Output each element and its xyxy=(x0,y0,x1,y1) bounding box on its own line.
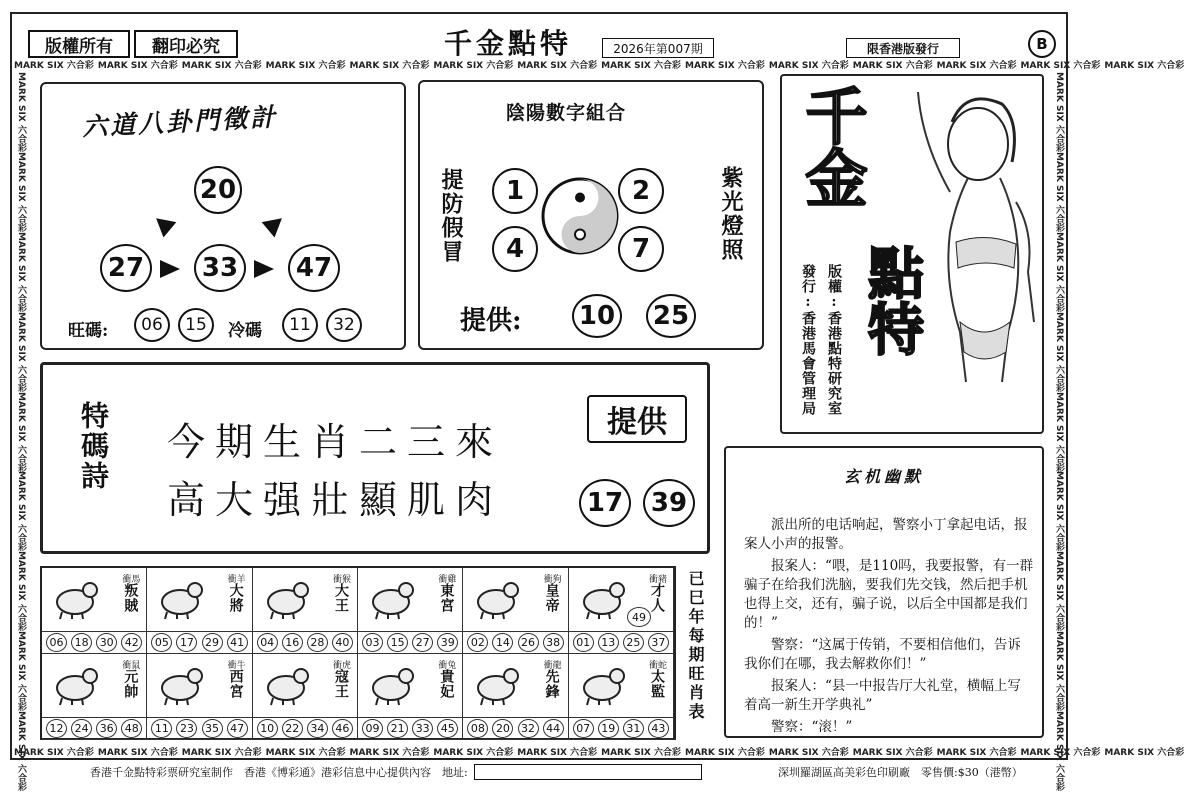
zodiac-tag: 衝猴 xyxy=(332,575,351,585)
zodiac-number: 33 xyxy=(412,719,433,738)
uv-lamp-text: 紫光燈照 xyxy=(718,166,744,262)
zodiac-number: 28 xyxy=(307,633,328,652)
zodiac-number: 18 xyxy=(71,633,92,652)
zodiac-number-row xyxy=(42,718,147,740)
mark-six-logo: MARK SIX 六合彩 xyxy=(16,551,26,632)
zodiac-number: 31 xyxy=(623,719,644,738)
edition-badge: B xyxy=(1028,30,1056,58)
footer-right-text: 深圳羅湖區高美彩色印刷廠 零售價:$30（港幣） xyxy=(778,766,1023,779)
zodiac-title: 大將 xyxy=(227,583,244,613)
mark-six-logo: MARK SIX 六合彩 xyxy=(349,61,430,71)
poem-line-2: 高大强壯顯肌肉 xyxy=(167,478,504,522)
zodiac-title: 西宮 xyxy=(227,669,244,699)
brand-big-title-1: 千金 xyxy=(795,84,868,208)
zodiac-number: 34 xyxy=(307,719,328,738)
digit-circle: 7 xyxy=(618,226,664,272)
zodiac-tag: 衝狗 xyxy=(543,575,562,585)
zodiac-number: 20 xyxy=(492,719,513,738)
zodiac-title: 元帥 xyxy=(122,669,139,699)
mark-six-logo: MARK SIX 六合彩 xyxy=(1020,748,1101,758)
zodiac-number-row xyxy=(42,632,147,654)
zodiac-title: 才人 xyxy=(649,583,665,613)
zodiac-cell xyxy=(569,654,674,718)
zodiac-number: 01 xyxy=(573,633,594,652)
story-panel xyxy=(724,446,1044,738)
page-title: 千金點特 xyxy=(443,27,572,60)
mark-six-logo: MARK SIX 六合彩 xyxy=(936,61,1017,71)
zodiac-number: 29 xyxy=(202,633,223,652)
top-number-circle: 20 xyxy=(194,166,242,214)
mark-six-logo: MARK SIX 六合彩 xyxy=(1020,61,1101,71)
zodiac-animal-icon xyxy=(577,576,627,620)
zodiac-animal-icon xyxy=(471,576,521,620)
zodiac-number: 10 xyxy=(257,719,278,738)
zodiac-number: 38 xyxy=(543,633,564,652)
zodiac-number-row xyxy=(253,718,358,740)
zodiac-number: 02 xyxy=(467,633,488,652)
issue-label: 2026年第007期 xyxy=(602,38,714,58)
story-paragraph: 警察：“滚！” xyxy=(771,719,853,735)
zodiac-number: 14 xyxy=(492,633,513,652)
zodiac-tag: 衝虎 xyxy=(332,661,351,671)
mark-six-logo: MARK SIX 六合彩 xyxy=(265,748,346,758)
mark-six-logo: MARK SIX 六合彩 xyxy=(433,748,514,758)
zodiac-number: 07 xyxy=(573,719,594,738)
poem-number-circle: 17 xyxy=(579,479,631,527)
copyright-stamp: 版權所有 xyxy=(28,30,130,58)
zodiac-number: 42 xyxy=(121,633,142,652)
zodiac-cell xyxy=(463,568,568,632)
zodiac-table xyxy=(40,566,676,740)
zodiac-tag: 衝豬 xyxy=(648,575,667,585)
yinyang-title: 陰陽數字組合 xyxy=(506,102,627,124)
zodiac-number: 25 xyxy=(623,633,644,652)
no-copy-stamp: 翻印必究 xyxy=(134,30,238,58)
mark-six-logo: MARK SIX 六合彩 xyxy=(601,61,681,71)
mark-six-logo: MARK SIX 六合彩 xyxy=(1054,471,1064,552)
poem-number-circle: 39 xyxy=(643,479,695,527)
digit-circle: 2 xyxy=(618,168,664,214)
zodiac-number-row xyxy=(253,632,358,654)
zodiac-number: 19 xyxy=(598,719,619,738)
mark-six-logo: MARK SIX 六合彩 xyxy=(1054,151,1064,232)
hot-label: 旺碼: xyxy=(68,321,109,341)
mark-six-logo: MARK SIX 六合彩 xyxy=(768,748,849,758)
zodiac-number: 15 xyxy=(387,633,408,652)
zodiac-number: 47 xyxy=(227,719,248,738)
chain-number-circle: 47 xyxy=(288,244,340,292)
zodiac-title: 東宮 xyxy=(438,583,455,613)
mark-six-logo: MARK SIX 六合彩 xyxy=(181,748,262,758)
mark-six-logo: MARK SIX 六合彩 xyxy=(1054,231,1064,312)
zodiac-title: 貴妃 xyxy=(438,669,455,699)
zodiac-number: 24 xyxy=(71,719,92,738)
poem-provide-label: 提供 xyxy=(587,395,687,443)
distribution-label: 限香港版發行 xyxy=(846,38,960,58)
zodiac-number: 08 xyxy=(467,719,488,738)
mark-six-logo: MARK SIX 六合彩 xyxy=(97,748,178,758)
zodiac-title: 大王 xyxy=(333,583,349,613)
zodiac-cell xyxy=(42,568,147,632)
zodiac-title: 先鋒 xyxy=(543,669,560,699)
story-paragraph: 报案人：“县一中报告厅大礼堂，横幅上写着高一新生开学典礼” xyxy=(744,678,1021,713)
mark-six-logo: MARK SIX 六合彩 xyxy=(601,748,681,758)
zodiac-animal-icon xyxy=(155,576,205,620)
zodiac-title: 太監 xyxy=(649,669,665,699)
story-paragraph: 报案人：“喂，是110吗，我要报警，有一群骗子在给我们洗脑，要我们先交钱，然后把手机也得上交，还有，骗子说，以后全中国都是我们的！” xyxy=(744,558,1034,631)
zodiac-cell xyxy=(463,654,568,718)
zodiac-side-label: 已巳年每期旺肖表 xyxy=(686,570,705,722)
mark-six-logo: MARK SIX 六合彩 xyxy=(349,748,430,758)
zodiac-animal-icon xyxy=(50,662,100,706)
zodiac-tag: 衝鼠 xyxy=(122,661,141,671)
zodiac-animal-icon xyxy=(471,662,521,706)
bagua-panel xyxy=(40,82,406,350)
mark-six-logo: MARK SIX 六合彩 xyxy=(181,61,262,71)
arrow-left-up-icon xyxy=(150,211,177,238)
zodiac-tag: 衝蛇 xyxy=(648,661,667,671)
copyright-line: 版權:香港點特研究室 xyxy=(826,264,842,416)
mark-six-logo: MARK SIX 六合彩 xyxy=(1054,391,1064,472)
zodiac-tag: 衝羊 xyxy=(227,575,246,585)
zodiac-cell xyxy=(358,568,463,632)
mark-six-logo: MARK SIX 六合彩 xyxy=(265,61,346,71)
zodiac-number: 32 xyxy=(518,719,539,738)
story-paragraph: 警察：“这属于传销，不要相信他们，告诉我你们在哪，我去解救你们！” xyxy=(744,637,1021,672)
zodiac-number: 22 xyxy=(282,719,303,738)
zodiac-number: 41 xyxy=(227,633,248,652)
zodiac-tag: 衝雞 xyxy=(438,575,457,585)
mark-six-logo: MARK SIX 六合彩 xyxy=(1054,311,1064,392)
mark-six-logo: MARK SIX 六合彩 xyxy=(1104,61,1185,71)
zodiac-number: 04 xyxy=(257,633,278,652)
cold-number-circle: 32 xyxy=(326,308,362,342)
zodiac-number: 11 xyxy=(151,719,172,738)
zodiac-number-row xyxy=(569,718,674,740)
zodiac-number: 05 xyxy=(151,633,172,652)
zodiac-animal-icon xyxy=(366,662,416,706)
story-title: 玄机幽默 xyxy=(843,467,924,486)
provide-label: 提供: xyxy=(460,306,522,336)
zodiac-animal-icon xyxy=(261,576,311,620)
mark-six-logo: MARK SIX 六合彩 xyxy=(16,471,26,552)
header-bar xyxy=(18,16,1062,60)
hot-number-circle: 06 xyxy=(134,308,170,342)
zodiac-number: 13 xyxy=(598,633,619,652)
cold-number-circle: 11 xyxy=(282,308,318,342)
mark-six-logo: MARK SIX 六合彩 xyxy=(1054,72,1064,152)
zodiac-animal-icon xyxy=(50,576,100,620)
mark-six-logo: MARK SIX 六合彩 xyxy=(14,61,94,71)
digit-circle: 1 xyxy=(492,168,538,214)
model-figure-illustration xyxy=(916,82,1042,430)
mark-six-logo: MARK SIX 六合彩 xyxy=(16,391,26,472)
zodiac-number: 06 xyxy=(46,633,67,652)
zodiac-cell xyxy=(253,568,358,632)
zodiac-title: 叛賊 xyxy=(122,583,139,613)
zodiac-cell xyxy=(569,568,674,632)
zodiac-number: 43 xyxy=(648,719,669,738)
zodiac-number: 39 xyxy=(437,633,458,652)
zodiac-cell xyxy=(147,654,252,718)
zodiac-tag: 衝牛 xyxy=(227,661,246,671)
poem-line-1: 今期生肖二三來 xyxy=(167,420,504,464)
mark-six-logo: MARK SIX 六合彩 xyxy=(852,748,933,758)
mark-six-logo: MARK SIX 六合彩 xyxy=(16,231,26,312)
zodiac-number: 46 xyxy=(332,719,353,738)
arrow-right-icon xyxy=(254,260,274,278)
zodiac-number: 21 xyxy=(387,719,408,738)
mark-six-logo: MARK SIX 六合彩 xyxy=(16,311,26,392)
zodiac-title: 皇帝 xyxy=(543,583,560,613)
zodiac-number-row xyxy=(569,632,674,654)
zodiac-number: 23 xyxy=(176,719,197,738)
zodiac-number: 03 xyxy=(362,633,383,652)
zodiac-cell xyxy=(253,654,358,718)
zodiac-number-row xyxy=(358,632,463,654)
zodiac-number-row xyxy=(147,718,252,740)
mark-six-logo: MARK SIX 六合彩 xyxy=(685,61,765,71)
chain-number-circle: 33 xyxy=(194,244,246,292)
hot-number-circle: 15 xyxy=(178,308,214,342)
zodiac-cell xyxy=(42,654,147,718)
zodiac-cell xyxy=(147,568,252,632)
mark-six-logo: MARK SIX 六合彩 xyxy=(16,631,26,711)
zodiac-number-row xyxy=(463,632,568,654)
zodiac-number: 45 xyxy=(437,719,458,738)
mark-six-logo: MARK SIX 六合彩 xyxy=(685,748,765,758)
bagua-title: 六道八卦門徵計 xyxy=(81,102,279,142)
yinyang-panel xyxy=(418,80,764,350)
poem-label: 特碼詩 xyxy=(77,401,110,491)
mark-six-logo: MARK SIX 六合彩 xyxy=(16,72,26,152)
zodiac-number: 44 xyxy=(543,719,564,738)
zodiac-number-row xyxy=(463,718,568,740)
zodiac-number: 09 xyxy=(362,719,383,738)
provide-number-circle: 25 xyxy=(646,294,696,338)
cold-label: 冷碼 xyxy=(228,321,262,341)
digit-circle: 4 xyxy=(492,226,538,272)
zodiac-tag: 衝龍 xyxy=(543,661,562,671)
arrow-right-up-icon xyxy=(262,211,289,238)
zodiac-number: 40 xyxy=(332,633,353,652)
zodiac-number: 27 xyxy=(412,633,433,652)
mark-six-logo: MARK SIX 六合彩 xyxy=(1054,711,1064,791)
brand-panel xyxy=(780,74,1044,434)
mark-six-logo: MARK SIX 六合彩 xyxy=(16,711,26,791)
zodiac-animal-icon xyxy=(155,662,205,706)
mark-six-logo: MARK SIX 六合彩 xyxy=(433,61,514,71)
zodiac-number-row xyxy=(147,632,252,654)
zodiac-number: 35 xyxy=(202,719,223,738)
zodiac-number: 16 xyxy=(282,633,303,652)
poem-panel xyxy=(40,362,710,554)
brand-big-title-2: 點特 xyxy=(859,244,925,356)
mark-six-logo: MARK SIX 六合彩 xyxy=(97,61,178,71)
mark-six-logo: MARK SIX 六合彩 xyxy=(517,61,598,71)
address-box xyxy=(474,764,702,780)
mark-six-logo: MARK SIX 六合彩 xyxy=(517,748,598,758)
zodiac-cell xyxy=(358,654,463,718)
zodiac-number: 37 xyxy=(648,633,669,652)
zodiac-tag: 衝馬 xyxy=(122,575,141,585)
yinyang-symbol-icon xyxy=(540,176,620,256)
zodiac-animal-icon xyxy=(366,576,416,620)
mark-six-logo: MARK SIX 六合彩 xyxy=(936,748,1017,758)
zodiac-title: 寇王 xyxy=(333,669,349,699)
story-body xyxy=(744,516,1034,740)
mark-six-logo: MARK SIX 六合彩 xyxy=(1054,631,1064,711)
story-paragraph: 派出所的电话响起，警察小丁拿起电话，报案人小声的报警。 xyxy=(744,517,1028,552)
mark-six-logo: MARK SIX 六合彩 xyxy=(1054,551,1064,632)
zodiac-number: 12 xyxy=(46,719,67,738)
mark-six-logo: MARK SIX 六合彩 xyxy=(1104,748,1185,758)
zodiac-number-row xyxy=(358,718,463,740)
zodiac-tag: 衝兔 xyxy=(438,661,457,671)
zodiac-animal-icon xyxy=(261,662,311,706)
zodiac-number: 30 xyxy=(96,633,117,652)
arrow-right-icon xyxy=(160,260,180,278)
mark-six-logo: MARK SIX 六合彩 xyxy=(14,748,94,758)
issuer-line: 發行:香港馬會管理局 xyxy=(800,264,816,416)
mark-six-logo: MARK SIX 六合彩 xyxy=(16,151,26,232)
chain-number-circle: 27 xyxy=(100,244,152,292)
zodiac-number: 17 xyxy=(176,633,197,652)
zodiac-animal-icon xyxy=(577,662,627,706)
zodiac-number: 36 xyxy=(96,719,117,738)
footer-left-text: 香港千金點特彩票研究室制作 香港《博彩通》港彩信息中心提供內容 地址: xyxy=(90,766,468,779)
mark-six-logo: MARK SIX 六合彩 xyxy=(768,61,849,71)
zodiac-extra-number: 49 xyxy=(627,607,651,627)
mark-six-logo: MARK SIX 六合彩 xyxy=(852,61,933,71)
zodiac-number: 26 xyxy=(518,633,539,652)
provide-number-circle: 10 xyxy=(572,294,622,338)
beware-counterfeit-text: 提防假冒 xyxy=(438,168,464,264)
zodiac-number: 48 xyxy=(121,719,142,738)
